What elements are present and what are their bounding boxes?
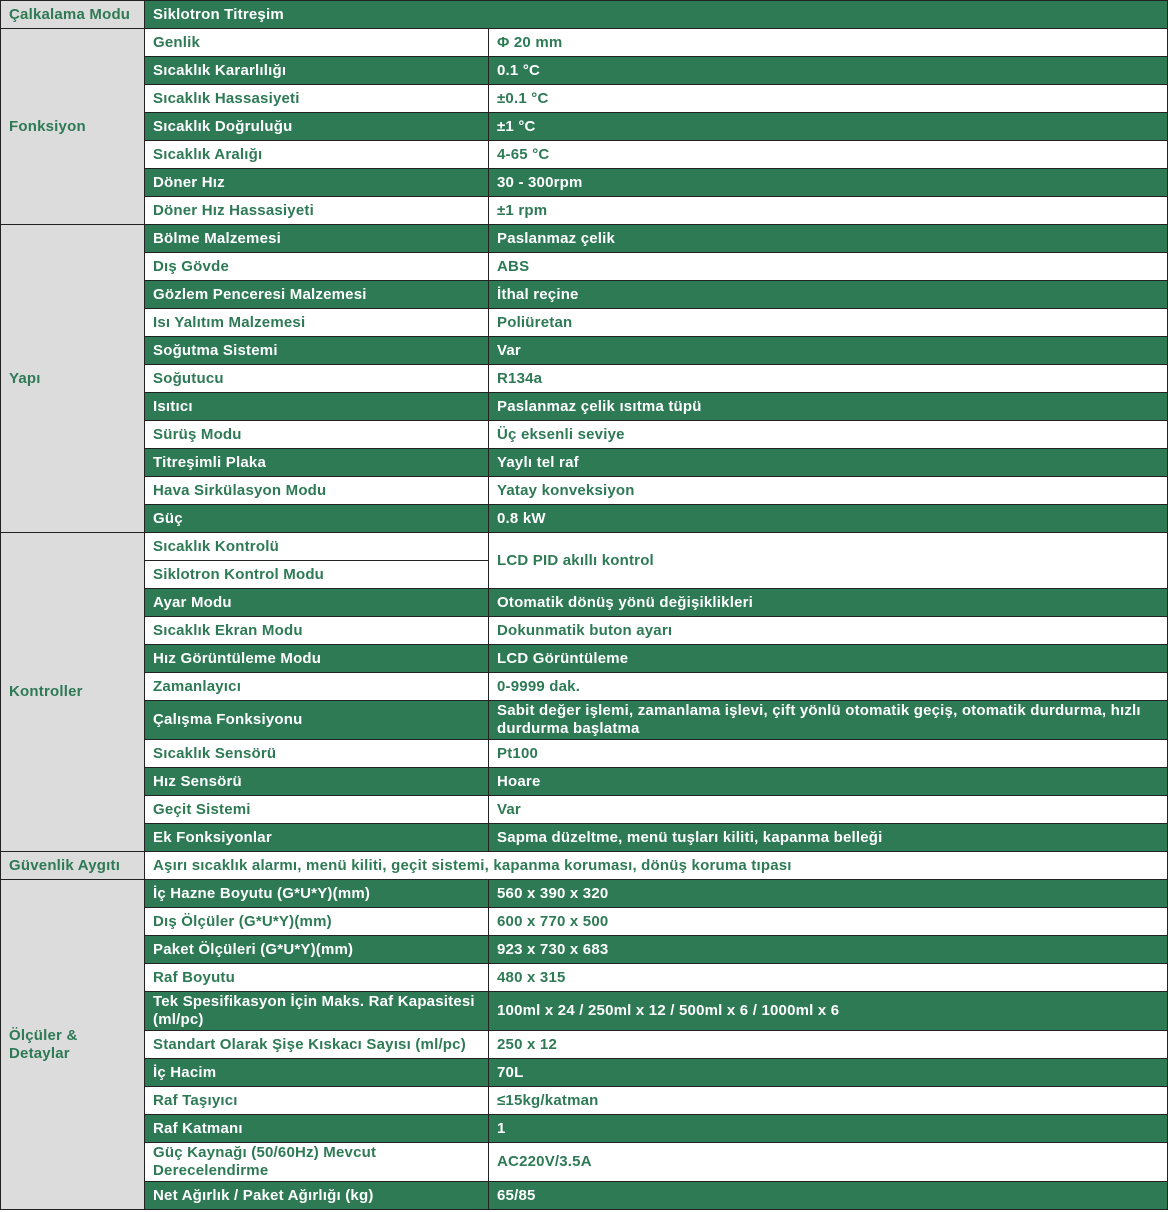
row-label: Sıcaklık Aralığı: [145, 141, 489, 169]
row-label: Sıcaklık Doğruluğu: [145, 113, 489, 141]
row-value: 480 x 315: [489, 964, 1168, 992]
row-label: Dış Ölçüler (G*U*Y)(mm): [145, 908, 489, 936]
table-row: [1, 880, 1168, 908]
table-row: [1, 1115, 1168, 1143]
table-row: [1, 57, 1168, 85]
row-label: Titreşimli Plaka: [145, 449, 489, 477]
header-category: Çalkalama Modu: [1, 1, 145, 29]
row-label: Bölme Malzemesi: [145, 225, 489, 253]
row-label: Sıcaklık Sensörü: [145, 740, 489, 768]
table-row: [1, 673, 1168, 701]
table-row: [1, 29, 1168, 57]
row-label: Tek Spesifikasyon İçin Maks. Raf Kapasitesi (ml/pc): [145, 992, 489, 1031]
row-label: Raf Katmanı: [145, 1115, 489, 1143]
table-row: [1, 169, 1168, 197]
table-row: [1, 1031, 1168, 1059]
table-row: [1, 768, 1168, 796]
row-value: Φ 20 mm: [489, 29, 1168, 57]
table-row: [1, 908, 1168, 936]
row-label: Soğutucu: [145, 365, 489, 393]
row-value: İthal reçine: [489, 281, 1168, 309]
table-row: [1, 701, 1168, 740]
table-row: [1, 337, 1168, 365]
row-label: Sıcaklık Kararlılığı: [145, 57, 489, 85]
row-label: Raf Boyutu: [145, 964, 489, 992]
row-value: 0-9999 dak.: [489, 673, 1168, 701]
row-label: Standart Olarak Şişe Kıskacı Sayısı (ml/pc): [145, 1031, 489, 1059]
row-label: Paket Ölçüleri (G*U*Y)(mm): [145, 936, 489, 964]
row-label: Sıcaklık Ekran Modu: [145, 617, 489, 645]
row-value: Sabit değer işlemi, zamanlama işlevi, çift yönlü otomatik geçiş, otomatik durdurma, hızlı durdurma başlatma: [489, 701, 1168, 740]
row-value: Yaylı tel raf: [489, 449, 1168, 477]
row-label: Raf Taşıyıcı: [145, 1087, 489, 1115]
row-label: Hava Sirkülasyon Modu: [145, 477, 489, 505]
row-value: LCD Görüntüleme: [489, 645, 1168, 673]
row-label: Isıtıcı: [145, 393, 489, 421]
section-category-fonksiyon: Fonksiyon: [1, 29, 145, 225]
row-value: ±0.1 °C: [489, 85, 1168, 113]
row-value: Paslanmaz çelik: [489, 225, 1168, 253]
table-row: [1, 589, 1168, 617]
row-value: Otomatik dönüş yönü değişiklikleri: [489, 589, 1168, 617]
table-row: [1, 281, 1168, 309]
table-row: [1, 992, 1168, 1031]
table-row: [1, 1182, 1168, 1210]
table-row: [1, 1143, 1168, 1182]
row-value: R134a: [489, 365, 1168, 393]
row-value: 4-65 °C: [489, 141, 1168, 169]
row-label: İç Hazne Boyutu (G*U*Y)(mm): [145, 880, 489, 908]
table-row: [1, 824, 1168, 852]
row-value: 30 - 300rpm: [489, 169, 1168, 197]
row-label: Geçit Sistemi: [145, 796, 489, 824]
table-row: [1, 796, 1168, 824]
table-row: [1, 505, 1168, 533]
table-row: [1, 309, 1168, 337]
row-value: Aşırı sıcaklık alarmı, menü kiliti, geçit sistemi, kapanma koruması, dönüş koruma tıpası: [145, 852, 1168, 880]
section-category-kontroller: Kontroller: [1, 533, 145, 852]
row-label: Genlik: [145, 29, 489, 57]
table-row: [1, 740, 1168, 768]
table-row: [1, 85, 1168, 113]
row-label: Ayar Modu: [145, 589, 489, 617]
row-value: Paslanmaz çelik ısıtma tüpü: [489, 393, 1168, 421]
row-value: ≤15kg/katman: [489, 1087, 1168, 1115]
table-row: [1, 393, 1168, 421]
row-value: 0.8 kW: [489, 505, 1168, 533]
row-value: Var: [489, 796, 1168, 824]
header-value: Siklotron Titreşim: [145, 1, 1168, 29]
row-label: Döner Hız: [145, 169, 489, 197]
table-row: [1, 964, 1168, 992]
table-row: [1, 852, 1168, 880]
row-value: Dokunmatik buton ayarı: [489, 617, 1168, 645]
row-label: Soğutma Sistemi: [145, 337, 489, 365]
row-label: Döner Hız Hassasiyeti: [145, 197, 489, 225]
section-category-guvenlik: Güvenlik Aygıtı: [1, 852, 145, 880]
row-label: Isı Yalıtım Malzemesi: [145, 309, 489, 337]
table-row: [1, 253, 1168, 281]
row-value: 65/85: [489, 1182, 1168, 1210]
table-row: [1, 1059, 1168, 1087]
row-value: ±1 rpm: [489, 197, 1168, 225]
row-label: Sürüş Modu: [145, 421, 489, 449]
table-row: [1, 197, 1168, 225]
table-row: [1, 421, 1168, 449]
table-row: [1, 113, 1168, 141]
row-value: ABS: [489, 253, 1168, 281]
table-row: [1, 365, 1168, 393]
row-value: Üç eksenli seviye: [489, 421, 1168, 449]
table-row: [1, 617, 1168, 645]
row-label: Net Ağırlık / Paket Ağırlığı (kg): [145, 1182, 489, 1210]
section-category-olculer: Ölçüler & Detaylar: [1, 880, 145, 1210]
row-value: Yatay konveksiyon: [489, 477, 1168, 505]
row-value: Var: [489, 337, 1168, 365]
header-row: [1, 1, 1168, 29]
row-label: İç Hacim: [145, 1059, 489, 1087]
row-value: ±1 °C: [489, 113, 1168, 141]
row-label: Hız Görüntüleme Modu: [145, 645, 489, 673]
table-row: [1, 1087, 1168, 1115]
row-value: Hoare: [489, 768, 1168, 796]
row-label: Güç: [145, 505, 489, 533]
row-label: Hız Sensörü: [145, 768, 489, 796]
row-value: 70L: [489, 1059, 1168, 1087]
row-value: Poliüretan: [489, 309, 1168, 337]
row-label: Sıcaklık Kontrolü: [145, 533, 489, 561]
row-value: 100ml x 24 / 250ml x 12 / 500ml x 6 / 1000ml x 6: [489, 992, 1168, 1031]
table-row: [1, 533, 1168, 561]
row-value: 0.1 °C: [489, 57, 1168, 85]
row-label: Siklotron Kontrol Modu: [145, 561, 489, 589]
row-label: Dış Gövde: [145, 253, 489, 281]
row-value: Sapma düzeltme, menü tuşları kiliti, kapanma belleği: [489, 824, 1168, 852]
row-label: Zamanlayıcı: [145, 673, 489, 701]
row-value: 923 x 730 x 683: [489, 936, 1168, 964]
section-category-yapi: Yapı: [1, 225, 145, 533]
row-label: Gözlem Penceresi Malzemesi: [145, 281, 489, 309]
row-value-merged: LCD PID akıllı kontrol: [489, 533, 1168, 589]
row-value: 560 x 390 x 320: [489, 880, 1168, 908]
row-value: Pt100: [489, 740, 1168, 768]
table-row: [1, 141, 1168, 169]
row-label: Güç Kaynağı (50/60Hz) Mevcut Derecelendirme: [145, 1143, 489, 1182]
row-value: AC220V/3.5A: [489, 1143, 1168, 1182]
row-label: Sıcaklık Hassasiyeti: [145, 85, 489, 113]
row-value: 600 x 770 x 500: [489, 908, 1168, 936]
table-row: [1, 936, 1168, 964]
table-row: [1, 645, 1168, 673]
table-row: [1, 477, 1168, 505]
row-value: 1: [489, 1115, 1168, 1143]
row-value: 250 x 12: [489, 1031, 1168, 1059]
row-label: Ek Fonksiyonlar: [145, 824, 489, 852]
table-row: [1, 449, 1168, 477]
row-label: Çalışma Fonksiyonu: [145, 701, 489, 740]
table-row: [1, 225, 1168, 253]
